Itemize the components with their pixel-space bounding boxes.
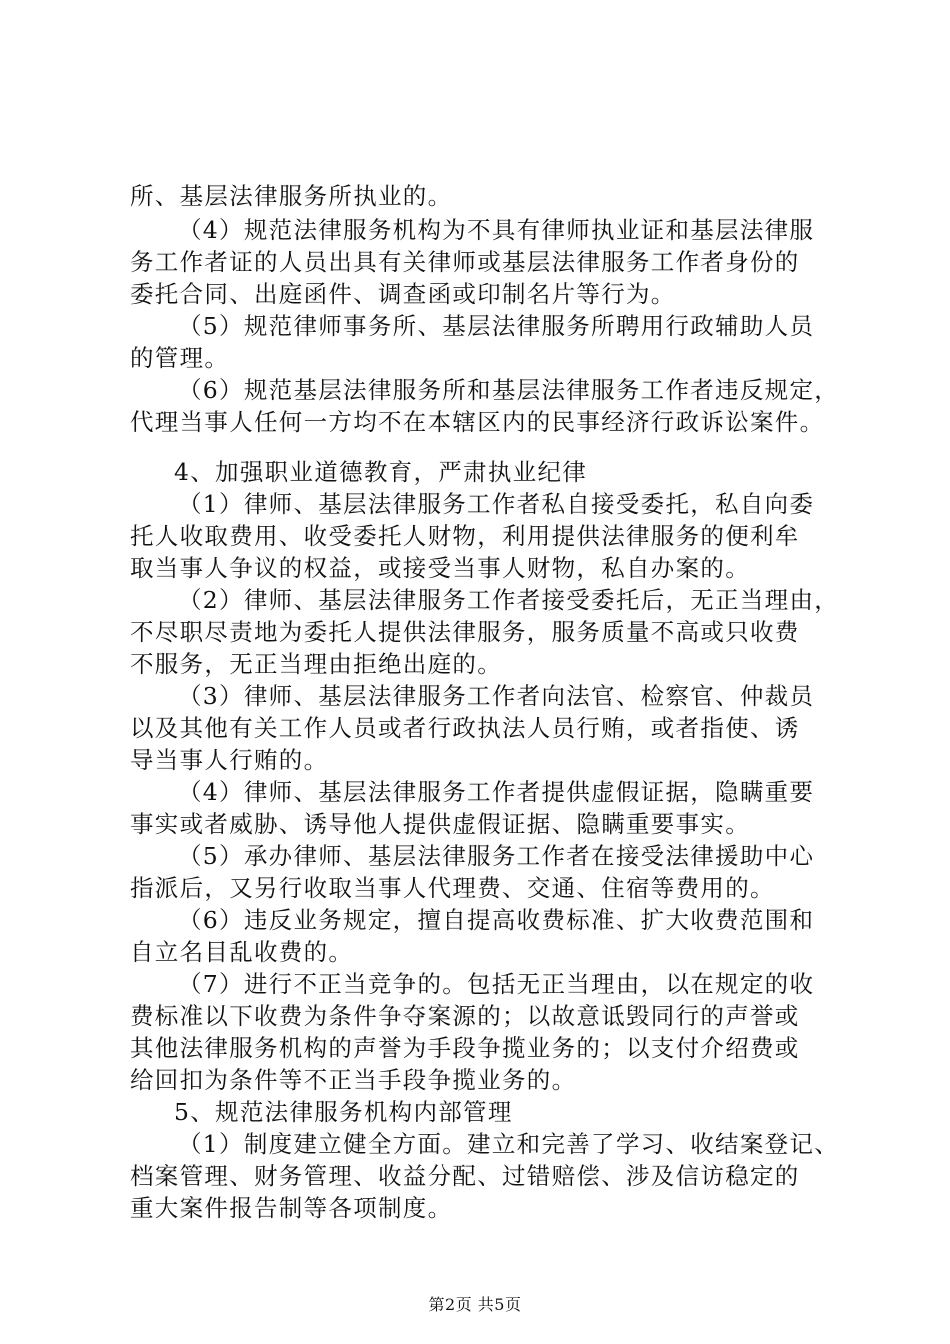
text-line: （4）规范法律服务机构为不具有律师执业证和基层法律服 bbox=[178, 216, 815, 244]
text-line: （7）进行不正当竞争的。包括无正当理由，以在规定的收 bbox=[178, 970, 815, 998]
section-heading: 4、加强职业道德教育，严肃执业纪律 bbox=[174, 458, 588, 486]
text-line: 务工作者证的人员出具有关律师或基层法律服务工作者身份的 bbox=[130, 248, 800, 276]
text-line: 给回扣为条件等不正当手段争揽业务的。 bbox=[130, 1066, 577, 1094]
text-line: （5）规范律师事务所、基层法律服务所聘用行政辅助人员 bbox=[178, 312, 815, 340]
text-line: （6）违反业务规定，擅自提高收费标准、扩大收费范围和 bbox=[178, 906, 815, 934]
text-line: （2）律师、基层法律服务工作者接受委托后，无正当理由， bbox=[178, 586, 840, 614]
text-line: 不服务，无正当理由拒绝出庭的。 bbox=[130, 650, 502, 678]
text-line: 委托合同、出庭函件、调查函或印制名片等行为。 bbox=[130, 280, 676, 308]
text-line: （5）承办律师、基层法律服务工作者在接受法律援助中心 bbox=[178, 842, 815, 870]
text-line: 其他法律服务机构的声誉为手段争揽业务的；以支付介绍费或 bbox=[130, 1034, 800, 1062]
text-line: 所、基层法律服务所执业的。 bbox=[130, 182, 453, 210]
text-line: 指派后，又另行收取当事人代理费、交通、住宿等费用的。 bbox=[130, 874, 775, 902]
text-line: 重大案件报告制等各项制度。 bbox=[130, 1194, 453, 1222]
text-line: 代理当事人任何一方均不在本辖区内的民事经济行政诉讼案件。 bbox=[130, 408, 825, 436]
text-line: （1）律师、基层法律服务工作者私自接受委托，私自向委 bbox=[178, 490, 815, 518]
text-line: 以及其他有关工作人员或者行政执法人员行贿，或者指使、诱 bbox=[130, 714, 800, 742]
text-line: 事实或者威胁、诱导他人提供虚假证据、隐瞒重要事实。 bbox=[130, 810, 750, 838]
text-line: 的管理。 bbox=[130, 344, 230, 372]
text-line: 档案管理、财务管理、收益分配、过错赔偿、涉及信访稳定的 bbox=[130, 1162, 800, 1190]
text-line: 取当事人争议的权益，或接受当事人财物，私自办案的。 bbox=[130, 554, 750, 582]
text-line: 费标准以下收费为条件争夺案源的；以故意诋毁同行的声誉或 bbox=[130, 1002, 800, 1030]
text-line: 托人收取费用、收受委托人财物，利用提供法律服务的便利牟 bbox=[130, 522, 800, 550]
text-line: （6）规范基层法律服务所和基层法律服务工作者违反规定， bbox=[178, 376, 840, 404]
text-line: 导当事人行贿的。 bbox=[130, 746, 329, 774]
text-line: （3）律师、基层法律服务工作者向法官、检察官、仲裁员 bbox=[178, 682, 815, 710]
text-line: （4）律师、基层法律服务工作者提供虚假证据，隐瞒重要 bbox=[178, 778, 815, 806]
text-line: 自立名目乱收费的。 bbox=[130, 938, 354, 966]
text-line: 不尽职尽责地为委托人提供法律服务，服务质量不高或只收费 bbox=[130, 618, 800, 646]
page-number-footer: 第2页 共5页 bbox=[428, 1295, 522, 1314]
text-line: （1）制度建立健全方面。建立和完善了学习、收结案登记、 bbox=[178, 1130, 840, 1158]
section-heading: 5、规范法律服务机构内部管理 bbox=[174, 1098, 513, 1126]
